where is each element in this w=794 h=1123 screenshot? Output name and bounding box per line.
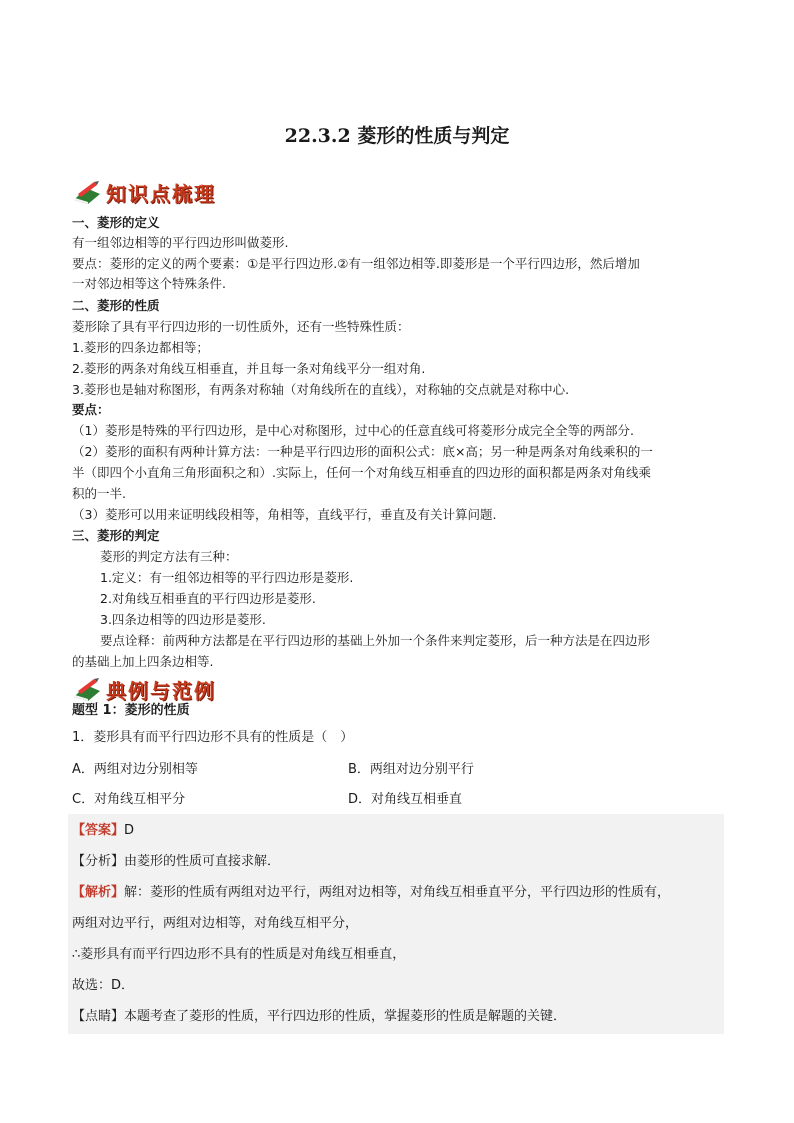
list-item: （1）菱形是特殊的平行四边形，是中心对称图形，过中心的任意直线可将菱形分成完全全等的两部分. — [72, 423, 634, 438]
key-points-label: 要点： — [72, 402, 110, 417]
book-pen-icon — [72, 180, 102, 204]
section-heading: 三、菱形的判定 — [72, 528, 160, 543]
explanation-line — [72, 884, 670, 902]
paragraph: 要点：菱形的定义的两个要素：①是平行四边形.②有一组邻边相等.即菱形是一个平行四边形，然后增加 — [72, 256, 640, 271]
answer-tag: 【答案】 — [72, 823, 125, 838]
list-item: 1.菱形的四条边都相等； — [72, 340, 209, 355]
section-heading: 一、菱形的定义 — [72, 215, 160, 230]
question-text: 1．菱形具有而平行四边形不具有的性质是（ ） — [72, 730, 354, 745]
examples-banner — [72, 674, 216, 704]
explanation-line: ∴菱形具有而平行四边形不具有的性质是对角线互相垂直， — [72, 947, 406, 962]
list-item: （3）菱形可以用来证明线段相等，角相等，直线平行，垂直及有关计算问题. — [72, 507, 497, 522]
paragraph: 菱形除了具有平行四边形的一切性质外，还有一些特殊性质： — [72, 319, 410, 334]
book-pen-icon — [72, 677, 102, 701]
banner-title: 知识点梳理 — [106, 181, 216, 206]
analysis-tag: 【分析】 — [72, 854, 125, 869]
list-item: 3.菱形也是轴对称图形，有两条对称轴（对角线所在的直线），对称轴的交点就是对称中心. — [72, 382, 570, 397]
analysis-text: 由菱形的性质可直接求解． — [124, 854, 281, 869]
paragraph: 有一组邻边相等的平行四边形叫做菱形. — [72, 235, 289, 250]
analysis-line — [72, 853, 280, 871]
page-title: 22.3.2 菱形的性质与判定 — [284, 125, 510, 147]
option-c: C．对角线互相平分 — [72, 792, 186, 807]
explanation-line: 两组对边平行，两组对边相等，对角线互相平分， — [72, 916, 359, 931]
section-heading: 二、菱形的性质 — [72, 298, 160, 313]
explanation-line: 故选：D． — [72, 978, 135, 993]
comment-tag: 【点睛】 — [72, 1009, 125, 1024]
question-type-heading: 题型 1：菱形的性质 — [72, 703, 190, 718]
paragraph: 积的一半. — [72, 486, 126, 501]
paragraph: 半（即四个小直角三角形面积之和）.实际上，任何一个对角线互相垂直的四边形的面积都是两条对角线乘 — [72, 465, 651, 480]
list-item: （2）菱形的面积有两种计算方法：一种是平行四边形的面积公式：底×高；另一种是两条对角线乘积的一 — [72, 444, 653, 459]
knowledge-banner — [72, 177, 216, 207]
comment-line — [72, 1008, 566, 1026]
paragraph: 的基础上加上四条边相等. — [72, 654, 214, 669]
paragraph: 菱形的判定方法有三种： — [100, 549, 238, 564]
answer-line — [72, 822, 134, 840]
explanation-text: 解：菱形的性质有两组对边平行，两组对边相等，对角线互相垂直平分，平行四边形的性质有， — [124, 885, 671, 900]
list-item: 1.定义：有一组邻边相等的平行四边形是菱形. — [100, 570, 354, 585]
list-item: 3.四条边相等的四边形是菱形. — [100, 612, 266, 627]
list-item: 2.对角线互相垂直的平行四边形是菱形. — [100, 591, 316, 606]
paragraph: 要点诠释：前两种方法都是在平行四边形的基础上外加一个条件来判定菱形，后一种方法是在四边形 — [100, 633, 651, 648]
option-d: D．对角线互相垂直 — [348, 792, 463, 807]
comment-text: 本题考查了菱形的性质，平行四边形的性质，掌握菱形的性质是解题的关键． — [124, 1009, 567, 1024]
explanation-tag: 【解析】 — [72, 885, 125, 900]
option-a: A．两组对边分别相等 — [72, 762, 198, 777]
list-item: 2.菱形的两条对角线互相垂直，并且每一条对角线平分一组对角. — [72, 361, 426, 376]
banner-title: 典例与范例 — [106, 678, 216, 703]
option-b: B．两组对边分别平行 — [348, 762, 474, 777]
paragraph: 一对邻边相等这个特殊条件. — [72, 276, 226, 291]
answer-value: D — [124, 823, 135, 838]
